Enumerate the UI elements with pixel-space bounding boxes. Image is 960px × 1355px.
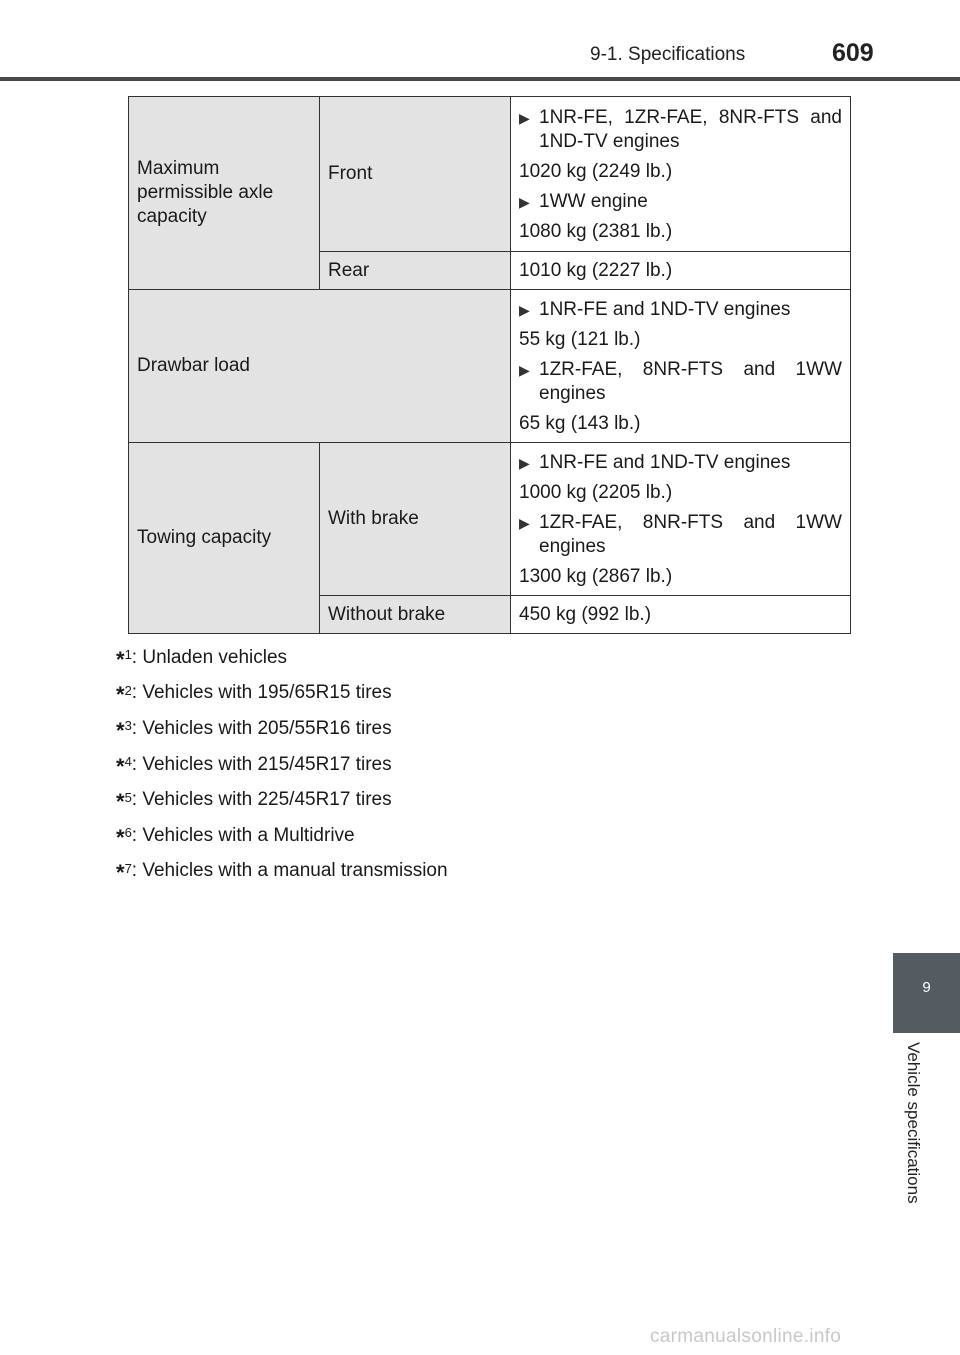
footnote (116, 676, 448, 712)
table-row (129, 290, 851, 443)
footnote (116, 640, 448, 676)
chapter-title: Vehicle specifications (904, 1042, 923, 1204)
triangle-right-icon: ▶ (519, 194, 530, 210)
list-item (519, 106, 842, 154)
footnote-mark: * (116, 682, 125, 708)
with-brake-label: With brake (320, 443, 511, 596)
without-brake-value: 450 kg (992 lb.) (511, 596, 851, 634)
chapter-number: 9 (922, 979, 931, 996)
footnote-text: : Vehicles with a Multidrive (131, 824, 355, 846)
drawbar-value: 55 kg (121 lb.) (519, 329, 641, 350)
towing-capacity-label: Towing capacity (129, 443, 320, 634)
header-rule (0, 77, 960, 81)
engine-condition: 1NR-FE and 1ND-TV engines (539, 299, 791, 320)
footnote-number: 6 (124, 825, 132, 841)
footnote-mark: * (116, 824, 125, 850)
list-item (519, 358, 842, 406)
section-title: 9-1. Specifications (590, 44, 746, 65)
engine-condition: 1ZR-FAE, 8NR-FTS and 1WW engines (539, 359, 842, 404)
drawbar-load-values (511, 290, 851, 443)
axle-front-label: Front (320, 97, 511, 252)
footnote-text: : Vehicles with 215/45R17 tires (131, 753, 392, 775)
axle-front-value: 1080 kg (2381 lb.) (519, 221, 673, 242)
footnotes (116, 640, 448, 889)
footnote (116, 818, 448, 854)
with-brake-value: 1300 kg (2867 lb.) (519, 566, 673, 587)
axle-front-values (511, 97, 851, 252)
footnote-text: : Vehicles with 195/65R15 tires (131, 682, 392, 704)
with-brake-values (511, 443, 851, 596)
footnote (116, 782, 448, 818)
engine-condition: 1WW engine (539, 191, 648, 212)
triangle-right-icon: ▶ (519, 362, 530, 378)
axle-capacity-label: Maximum permissible axle capacity (129, 97, 320, 290)
footnote-mark: * (116, 860, 125, 886)
list-item (519, 511, 842, 559)
footnote-number: 7 (124, 860, 132, 876)
engine-condition: 1NR-FE, 1ZR-FAE, 8NR-FTS and 1ND-TV engines (539, 107, 842, 152)
footnote-text: : Vehicles with a manual transmission (131, 860, 448, 882)
page-number: 609 (832, 39, 874, 67)
specifications-table (128, 96, 851, 634)
triangle-right-icon: ▶ (519, 302, 530, 318)
footnote-mark: * (116, 646, 125, 672)
drawbar-value: 65 kg (143 lb.) (519, 413, 641, 434)
engine-condition: 1NR-FE and 1ND-TV engines (539, 452, 791, 473)
axle-rear-label: Rear (320, 252, 511, 290)
footnote-number: 2 (124, 682, 132, 698)
axle-rear-value: 1010 kg (2227 lb.) (511, 252, 851, 290)
footnote-mark: * (116, 753, 125, 779)
footnote-text: : Vehicles with 205/55R16 tires (131, 717, 392, 739)
footnote-text: : Vehicles with 225/45R17 tires (131, 789, 392, 811)
watermark: carmanualsonline.info (650, 1326, 842, 1347)
footnote-mark: * (116, 717, 125, 743)
engine-condition: 1ZR-FAE, 8NR-FTS and 1WW engines (539, 512, 842, 557)
drawbar-load-label: Drawbar load (129, 290, 511, 443)
footnote-number: 4 (124, 754, 132, 770)
list-item (519, 298, 842, 322)
footnote-number: 5 (124, 789, 132, 805)
list-item (519, 451, 842, 475)
footnote-text: : Unladen vehicles (131, 646, 288, 668)
without-brake-label: Without brake (320, 596, 511, 634)
footnote (116, 854, 448, 890)
triangle-right-icon: ▶ (519, 515, 530, 531)
footnote-number: 1 (124, 647, 132, 663)
footnote-mark: * (116, 789, 125, 815)
triangle-right-icon: ▶ (519, 110, 530, 126)
footnote (116, 747, 448, 783)
table-row (129, 97, 851, 252)
with-brake-value: 1000 kg (2205 lb.) (519, 482, 673, 503)
footnote-number: 3 (124, 718, 132, 734)
table-row (129, 443, 851, 596)
axle-front-value: 1020 kg (2249 lb.) (519, 161, 673, 182)
chapter-tab (893, 953, 960, 1033)
list-item (519, 190, 842, 214)
footnote (116, 711, 448, 747)
triangle-right-icon: ▶ (519, 455, 530, 471)
